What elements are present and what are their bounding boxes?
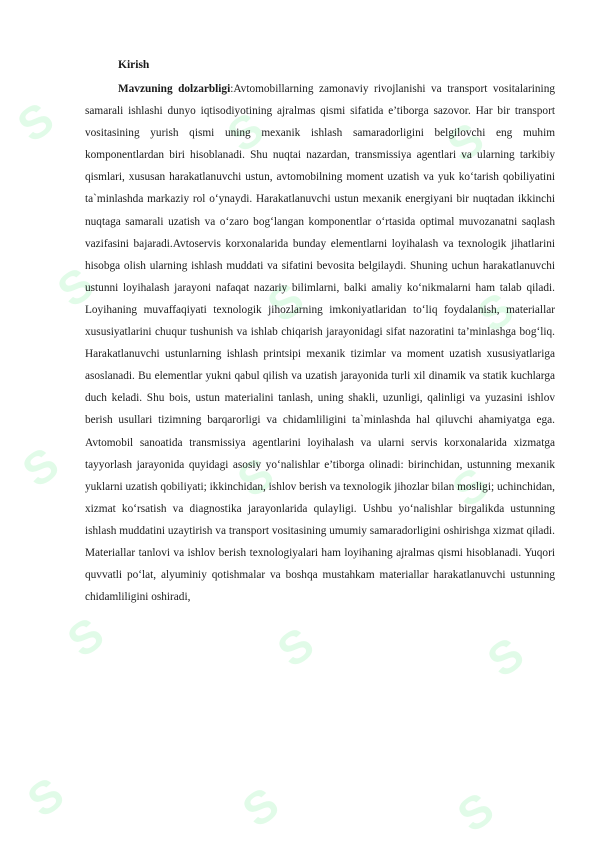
watermark-glyph: S	[12, 436, 68, 498]
watermark-glyph: S	[7, 91, 63, 153]
document-page	[85, 56, 555, 608]
section-heading: Kirish	[118, 59, 150, 71]
watermark-glyph: S	[467, 281, 523, 343]
watermark-glyph: S	[227, 446, 283, 508]
watermark-glyph: S	[267, 616, 323, 678]
watermark-glyph: S	[437, 111, 493, 173]
watermark-glyph: S	[17, 766, 73, 828]
paragraph-text: :Avtomobillarning zamonaviy rivojlanishi va transport vositalarining samarali ishlashi dunyo iqtisodiyotining ajralmas qismi sifatida e’tiborga sazovor. Har bir transport vositasining yurish qismi uning mexanik ishlash samaradorligini belgilovchi eng muhim komponentlardan biri hisoblanadi. Shu nuqtai nazardan, transmissiya agentlari va ularning tarkibiy qismlari, xususan harakatlanuvchi ustun, avtomobilning moment uzatish va yuk ko‘tarish qobiliyatini ta`minlashda markaziy rol o‘ynaydi. Harakatlanuvchi ustun mexanik energiyani bir nuqtadan ikkinchi nuqtaga samarali uzatish va o‘zaro bog‘langan komponentlar o‘rtasida optimal muvozanatni saqlash vazifasini bajaradi.Avtoservis korxonalarida bunday elementlarni loyihalash va texnologik jihatlarini hisobga olish ularning ishlash muddati va sifatini bevosita belgilaydi. Shuning uchun harakatlanuvchi ustunni loyihalash jarayoni nafaqat nazariy bilimlarni, balki amaliy ko‘nikmalarni ham talab qiladi. Loyihaning muvaffaqiyati texnologik jihozlarning imkoniyatlaridan to‘liq foydalanish, materiallar xususiyatlarini chuqur tushunish va ishlab chiqarish jarayonidagi sifat nazoratini ta’minlashga bog‘liq. Harakatlanuvchi ustunlarning ishlash printsipi mexanik tizimlar va moment uzatish xususiyatlariga asoslanadi. Bu elementlar yukni qabul qilish va uzatish jarayonida turli xil dinamik va statik kuchlarga duch keladi. Shu bois, ustun materialini tanlash, uning shakli, uzunligi, qalinligi va yuzasini ishlov berish usullari tizimning barqarorligi va chidamliligini ta`minlashda hal qiluvchi ahamiyatga ega. Avtomobil sanoatida transmissiya agentlarini loyihalash va ularni servis korxonalarida xizmatga tayyorlash jarayonida quyidagi asosiy yo‘nalishlar e’tiborga olinadi: birinchidan, ustunning mexanik yuklarni uzatish qobiliyati; ikkinchidan, ishlov berish va texnologik jihozlar bilan mosligi; uchinchidan, xizmat ko‘rsatish va diagnostika jarayonlarida qulayligi. Ushbu yo‘nalishlar birgalikda ustunning ishlash muddatini uzaytirish va transport vositasining umumiy samaradorligini oshirishga xizmat qiladi. Materiallar tanlovi va ishlov berish texnologiyalari ham loyihaning ajralmas qismi hisoblanadi. Yuqori quvvatli po‘lat, alyuminiy qotishmalar va boshqa mustahkam materiallar harakatlanuvchi ustunning chidamliligini oshiradi,	[85, 83, 555, 604]
watermark-glyph: S	[447, 781, 503, 842]
watermark-glyph: S	[57, 606, 113, 668]
watermark-glyph: S	[442, 456, 498, 518]
watermark-glyph: S	[217, 101, 273, 163]
watermark-glyph: S	[257, 271, 313, 333]
watermark-glyph: S	[232, 776, 288, 838]
lead-label: Mavzuning dolzarbligi	[118, 83, 231, 95]
watermark-glyph: S	[477, 626, 533, 688]
watermark-glyph: S	[47, 256, 103, 318]
body-paragraph	[85, 78, 555, 608]
